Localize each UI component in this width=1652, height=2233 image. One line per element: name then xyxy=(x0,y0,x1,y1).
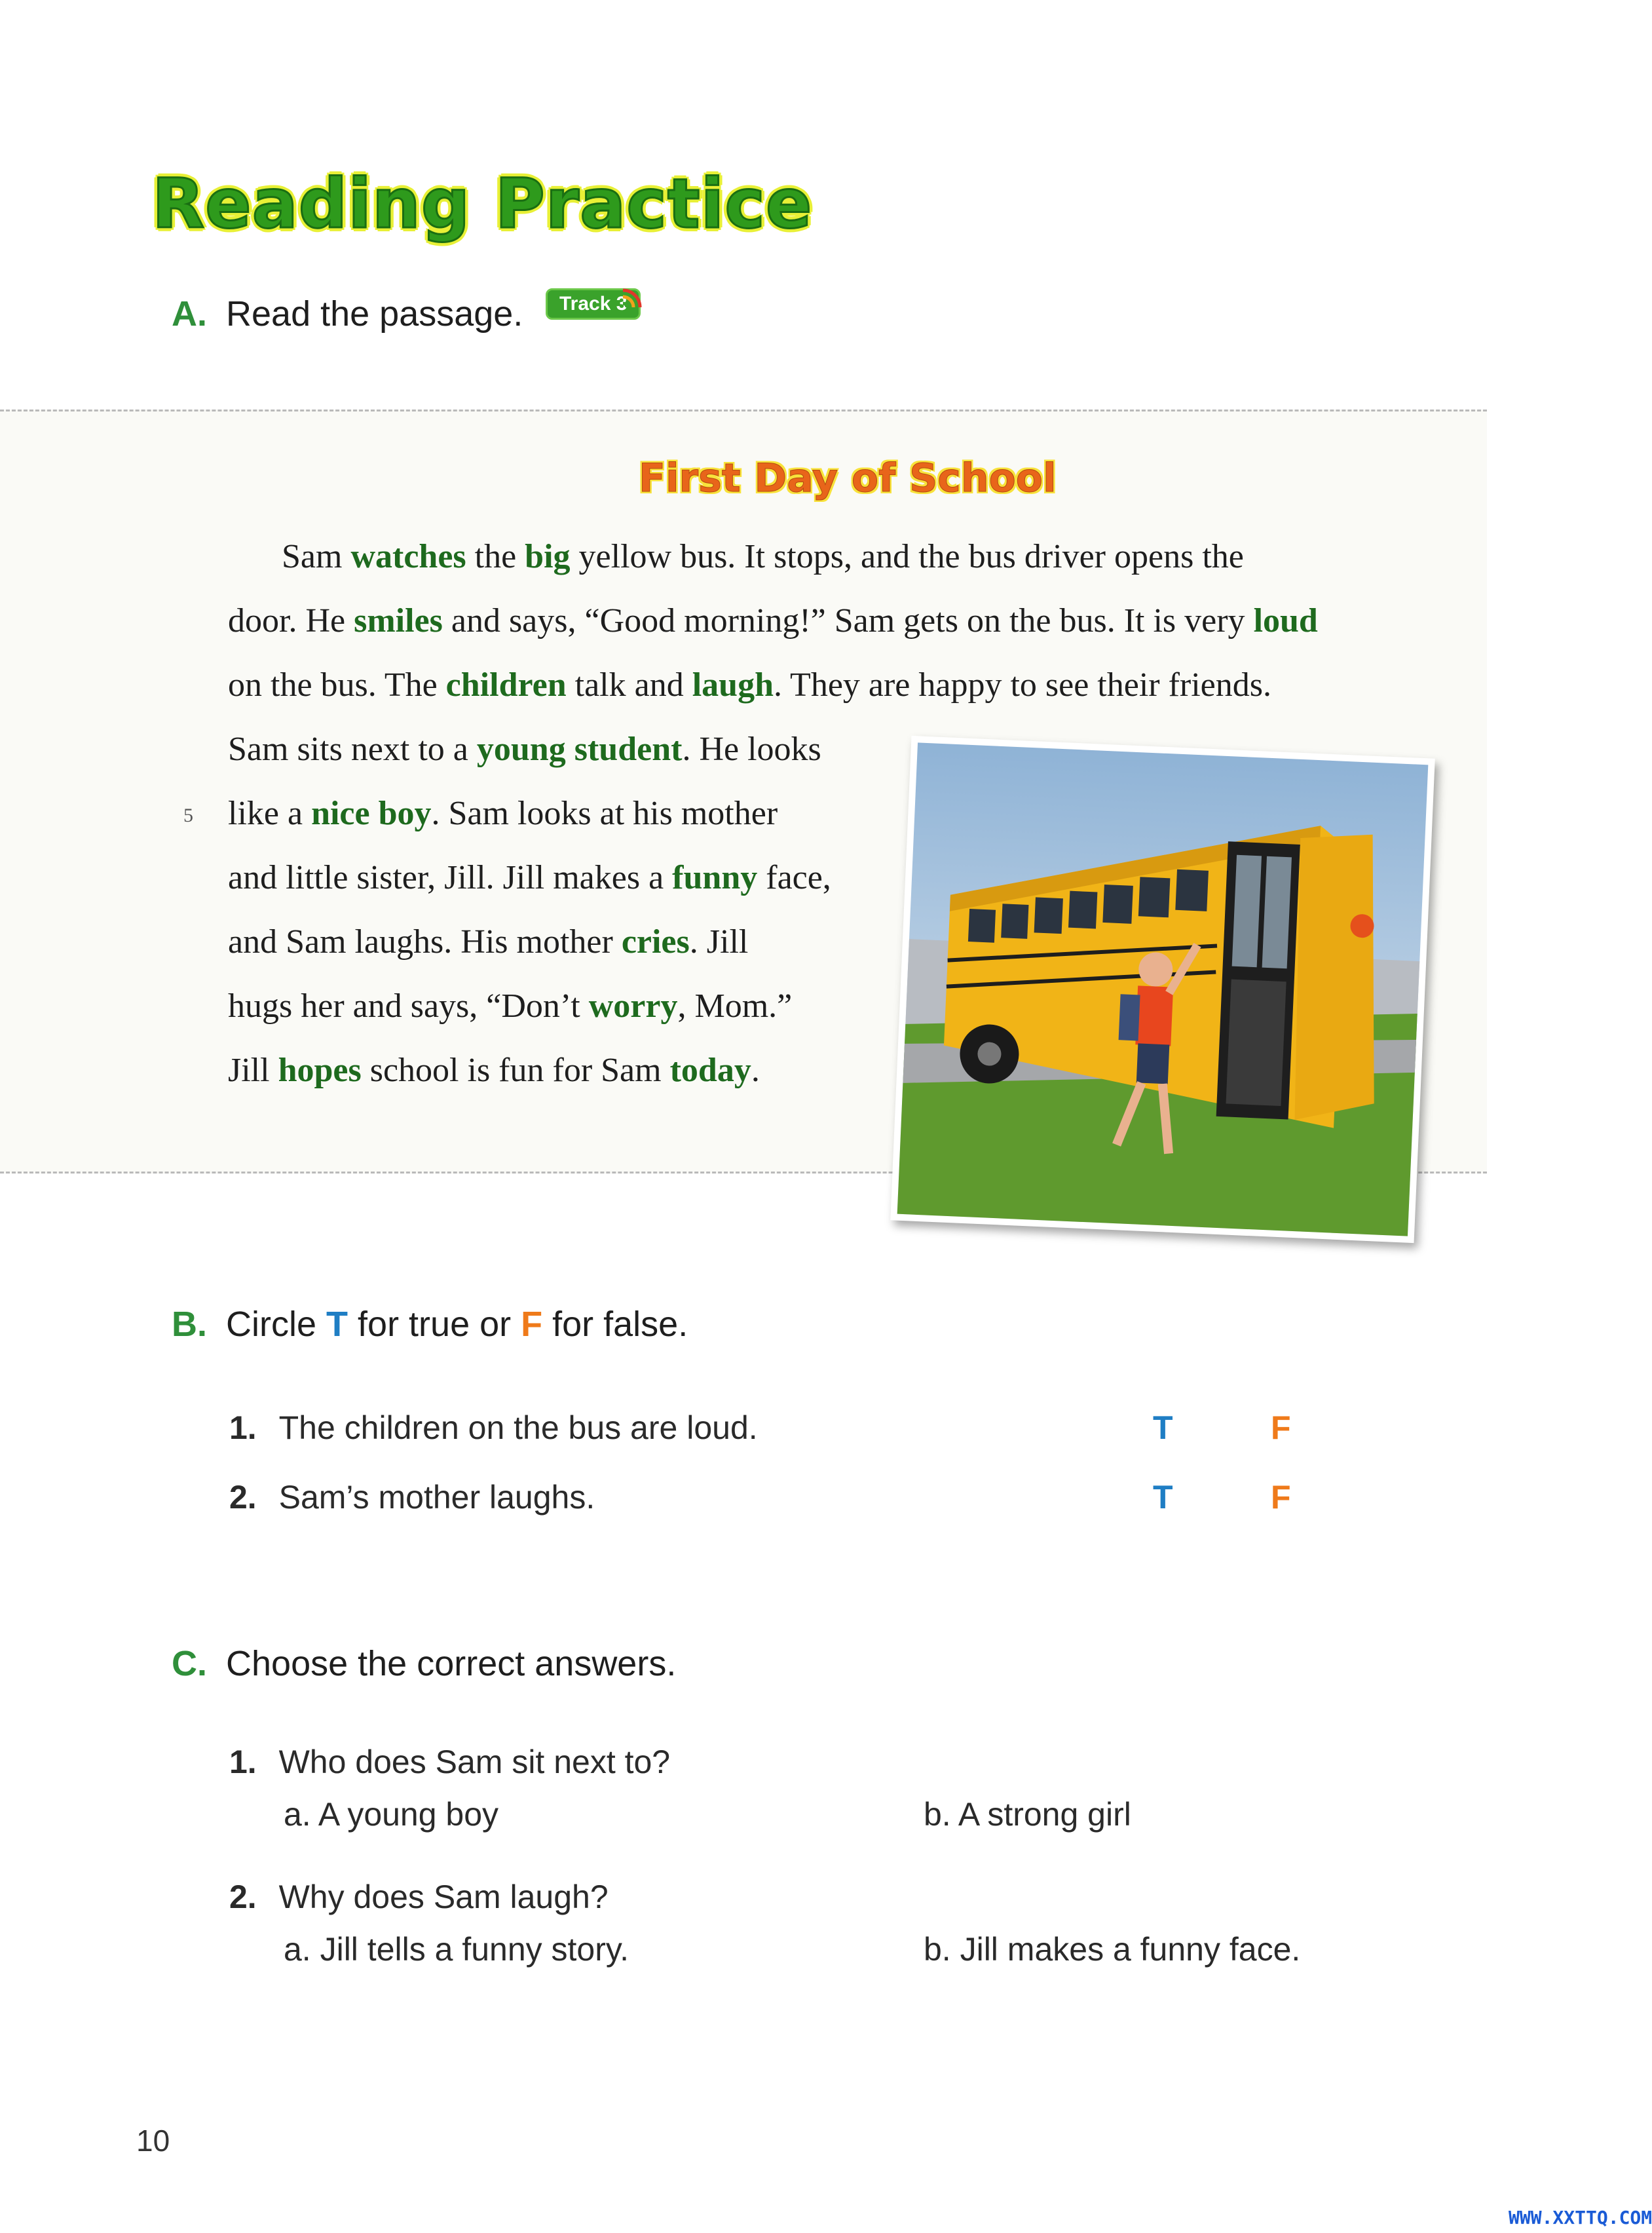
false-letter: F xyxy=(521,1305,543,1344)
question-number: 1. xyxy=(229,1744,257,1780)
answer-option-a[interactable]: a. Jill tells a funny story. xyxy=(284,1931,629,1968)
answer-option-b[interactable]: b. A strong girl xyxy=(924,1796,1131,1833)
vocab-word: big xyxy=(525,538,571,575)
question xyxy=(229,1743,670,1781)
vocab-word: loud xyxy=(1253,602,1318,639)
section-b-heading xyxy=(172,1304,688,1345)
section-b-instruction-part: for false. xyxy=(542,1305,688,1344)
true-option[interactable]: T xyxy=(1153,1479,1173,1516)
section-b-letter: B. xyxy=(172,1305,207,1344)
passage-line: and little sister, Jill. Jill makes a funny face, xyxy=(228,859,831,896)
line-number: 5 xyxy=(183,805,193,826)
vocab-word: laugh xyxy=(692,666,774,704)
vocab-word: funny xyxy=(672,859,758,896)
item-number: 2. xyxy=(229,1479,257,1516)
school-bus-illustration xyxy=(897,742,1429,1236)
passage-line: door. He smiles and says, “Good morning!” Sam gets on the bus. It is very loud xyxy=(228,602,1318,639)
question-number: 2. xyxy=(229,1879,257,1915)
item-number: 1. xyxy=(229,1409,257,1446)
audio-signal-icon xyxy=(619,278,652,311)
tf-item xyxy=(229,1409,758,1447)
passage-line: Sam sits next to a young student. He looks xyxy=(228,731,821,768)
item-text: The children on the bus are loud. xyxy=(278,1409,758,1446)
section-c-heading xyxy=(172,1643,676,1684)
true-option[interactable]: T xyxy=(1153,1409,1173,1446)
vocab-word: worry xyxy=(588,987,678,1025)
false-option[interactable]: F xyxy=(1271,1479,1291,1516)
vocab-word: watches xyxy=(350,538,466,575)
vocab-word: nice boy xyxy=(311,795,432,832)
passage-line: and Sam laughs. His mother cries. Jill xyxy=(228,923,749,961)
vocab-word: today xyxy=(669,1052,751,1089)
vocab-word: children xyxy=(445,666,567,704)
passage-line: on the bus. The children talk and laugh. They are happy to see their friends. xyxy=(228,666,1271,704)
passage-line: Jill hopes school is fun for Sam today. xyxy=(228,1052,760,1089)
vocab-word: cries xyxy=(621,923,690,961)
section-c-instruction: Choose the correct answers. xyxy=(226,1644,677,1683)
watermark: WWW.XXTTQ.COM xyxy=(1509,2207,1652,2228)
section-a-letter: A. xyxy=(172,294,207,334)
vocab-word: young student xyxy=(476,731,683,768)
passage-line: hugs her and says, “Don’t worry, Mom.” xyxy=(228,987,793,1025)
false-option[interactable]: F xyxy=(1271,1409,1291,1446)
answer-option-b[interactable]: b. Jill makes a funny face. xyxy=(924,1931,1301,1968)
story-title: First Day of School xyxy=(639,455,1057,501)
question xyxy=(229,1878,609,1916)
answer-option-a[interactable]: a. A young boy xyxy=(284,1796,499,1833)
true-letter: T xyxy=(326,1305,348,1344)
tf-item xyxy=(229,1478,595,1516)
vocab-word: smiles xyxy=(354,602,443,639)
section-c-letter: C. xyxy=(172,1644,207,1683)
section-a-heading xyxy=(172,294,523,334)
vocab-word: hopes xyxy=(278,1052,362,1089)
question-text: Why does Sam laugh? xyxy=(278,1879,609,1915)
question-text: Who does Sam sit next to? xyxy=(278,1744,671,1780)
school-bus-photo xyxy=(890,736,1435,1243)
page-number: 10 xyxy=(136,2124,170,2158)
passage-line: Sam watches the big yellow bus. It stops, and the bus driver opens the xyxy=(282,538,1244,575)
page-title: Reading Practice xyxy=(152,164,813,244)
track-badge[interactable]: Track 3 xyxy=(546,288,641,320)
section-b-instruction-part: Circle xyxy=(226,1305,327,1344)
section-a-instruction: Read the passage. xyxy=(226,294,523,334)
item-text: Sam’s mother laughs. xyxy=(278,1479,595,1516)
passage-line: like a nice boy. Sam looks at his mother xyxy=(228,795,778,832)
section-b-instruction-part: for true or xyxy=(348,1305,521,1344)
